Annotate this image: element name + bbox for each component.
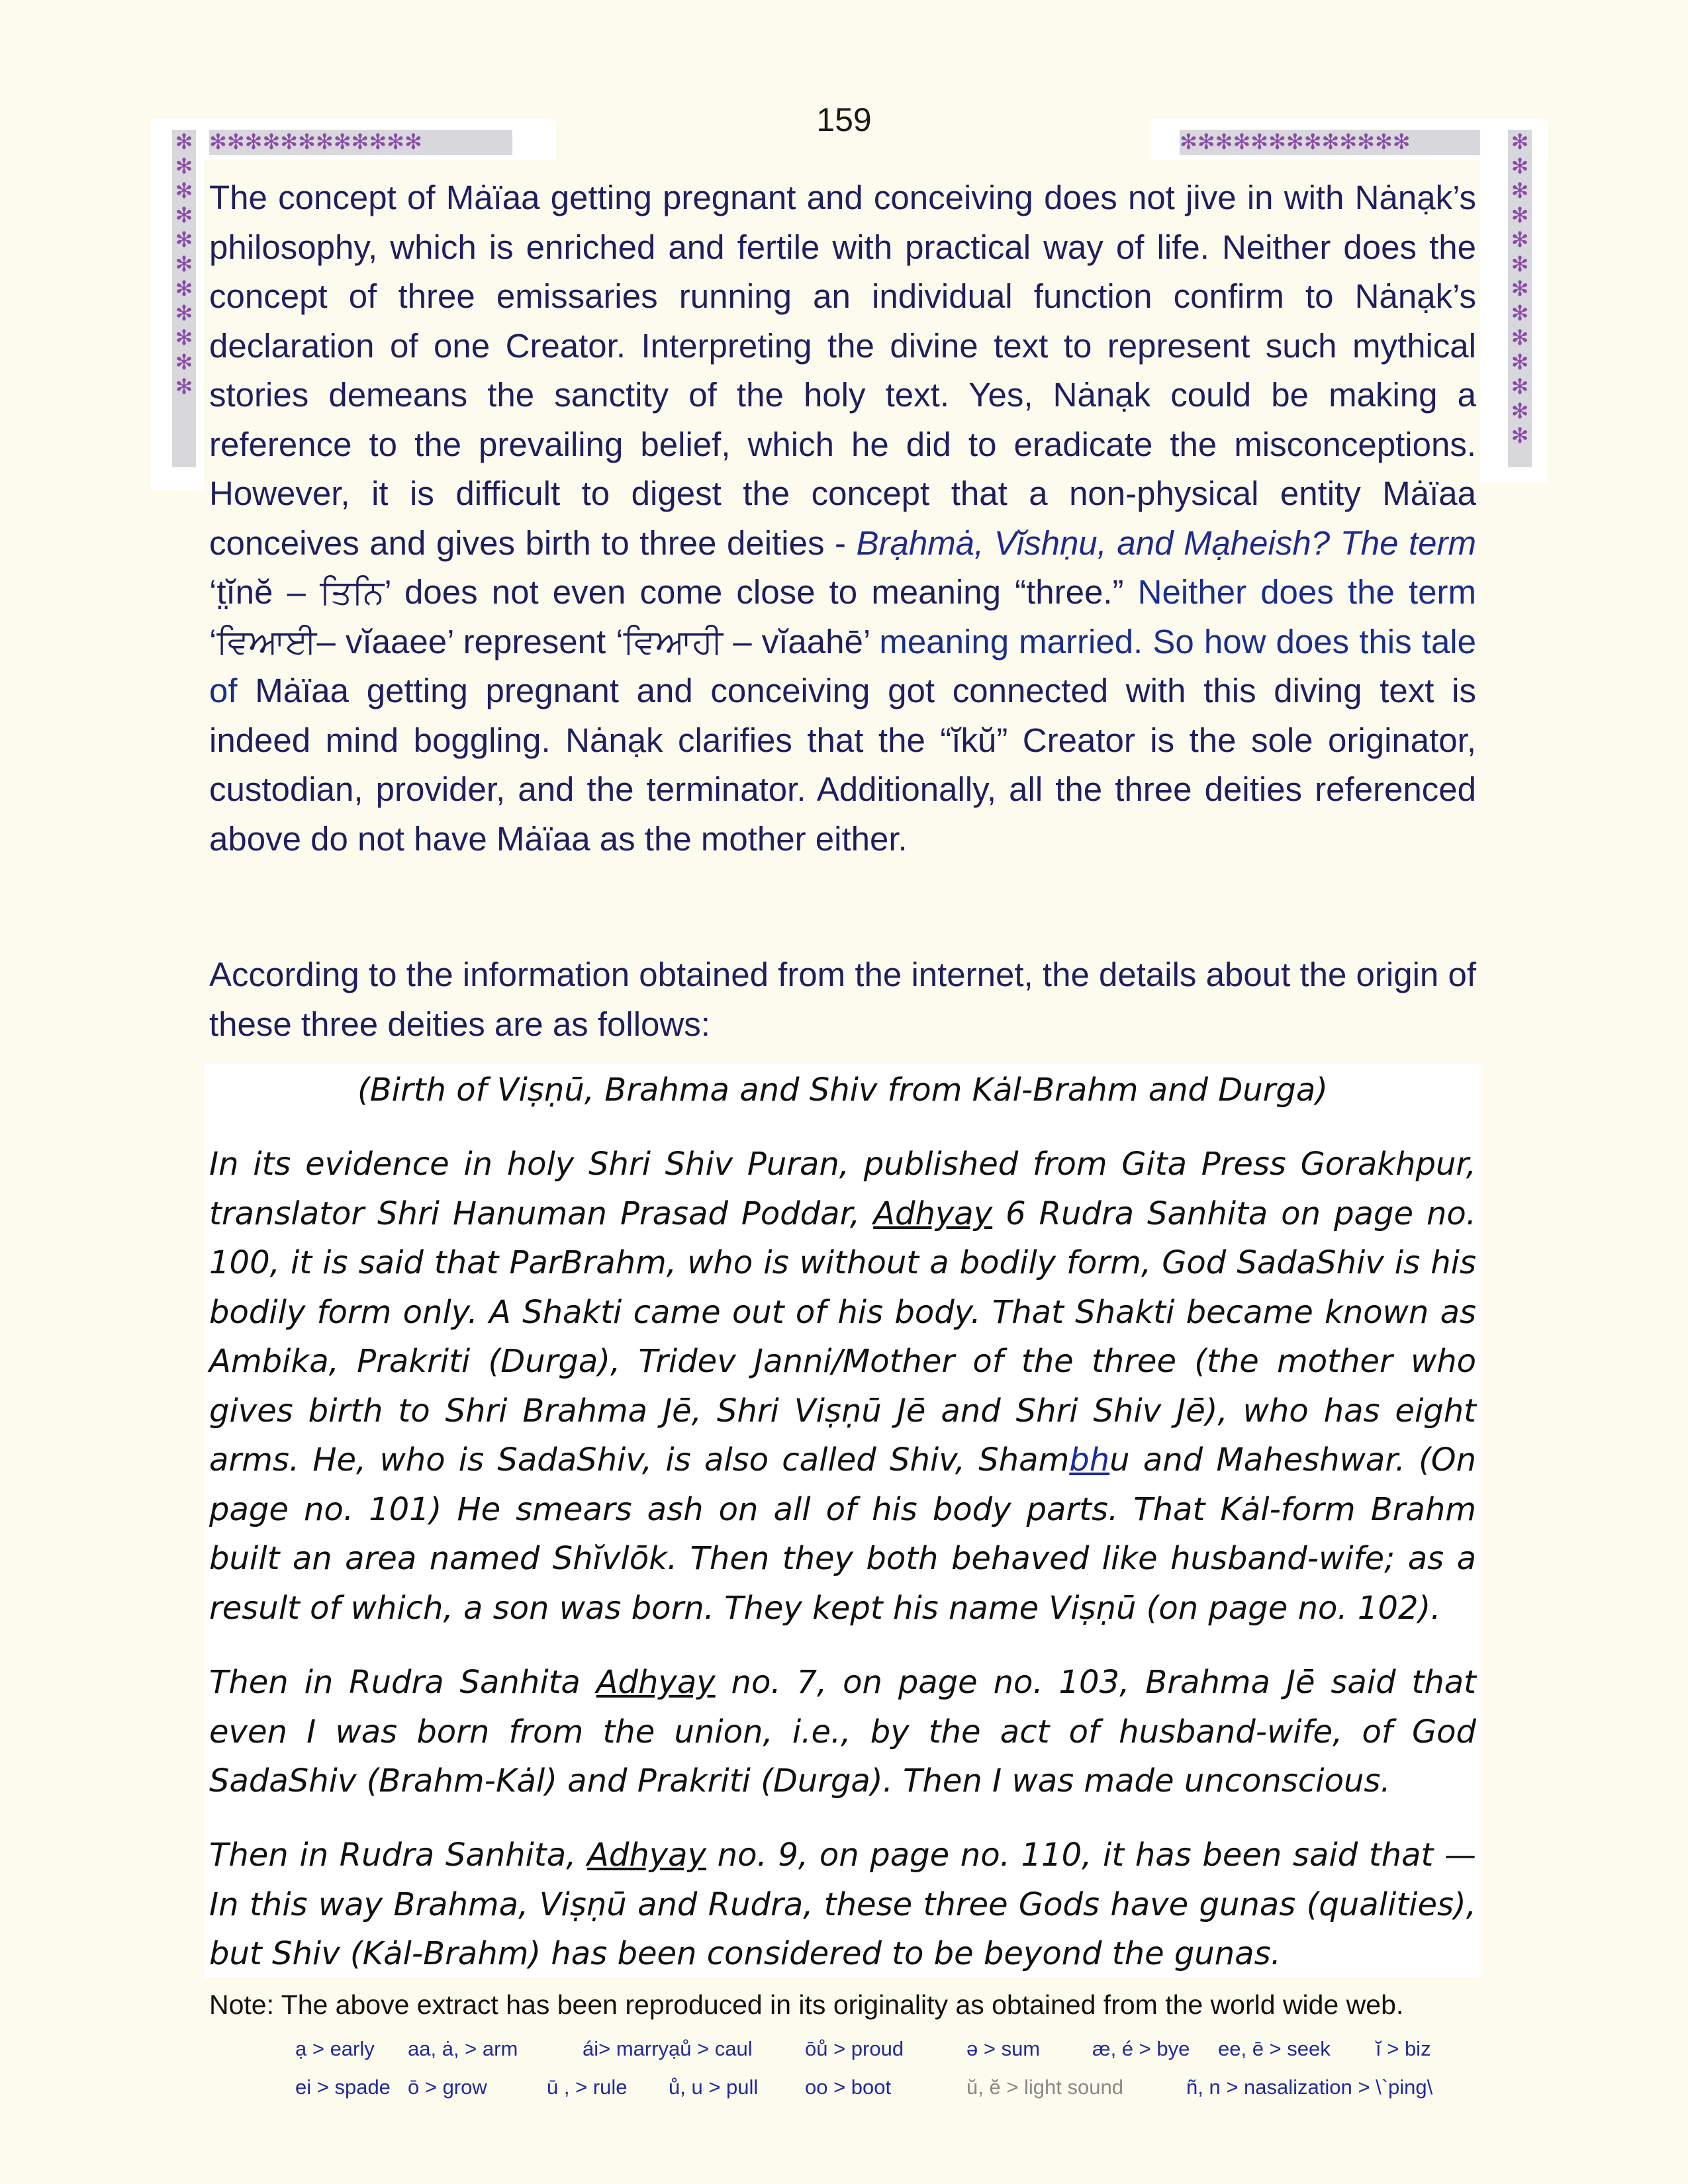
border-top-left: ✻✻✻✻✻✻✻✻✻✻✻✻ — [209, 130, 512, 155]
para1-text-e: meaning married. So how does this tale of — [209, 622, 1476, 709]
legend-item: ái> marry — [583, 2037, 669, 2060]
page-number: 159 — [816, 101, 872, 138]
legend-item: ə > sum — [966, 2037, 1041, 2060]
legend-item: ee, ē > seek — [1218, 2037, 1331, 2060]
legend-item: ŭ, ĕ > light sound — [966, 2075, 1123, 2099]
legend-item: ạ > early — [295, 2037, 375, 2060]
quote-p3-c: no. 9, on page no. 110, it has been said that — In this way Brahma, Viṣṇū and Rudra, these three Gods have gunas (qualities), but Shiv (Kȧl-Brahm) has been considered to be beyond the gunas. — [209, 1837, 1477, 1972]
legend-item: ō > grow — [408, 2075, 487, 2099]
legend-item: æ, é > bye — [1092, 2037, 1190, 2060]
quote-paragraph-1 — [209, 1140, 1476, 1633]
legend-item: ñ, n > nasalization > \`ping\ — [1186, 2075, 1433, 2099]
quote-p3-adhyay: Adhyay — [587, 1837, 706, 1874]
quote-p1-c: 6 Rudra Sanhita on page no. 100, it is said that ParBrahm, who is without a bodily form, God SadaShiv is his bodily form only. A Shakti came out of his body. That Shakti became known as Ambika, Prakriti (Durga), Tridev Janni/Mother of the three (the mother who gives birth to Shri Brahma Jē, Shri Viṣṇū Jē and Shri Shiv Jē), who has eight arms. He, who is SadaShiv, is also called Shiv, Sham — [209, 1195, 1477, 1479]
para1-text-c: Neither does the term — [1137, 573, 1476, 611]
legend-item: oo > boot — [805, 2075, 892, 2099]
quote-p1-bh: bh — [1069, 1441, 1110, 1479]
legend-item: ů, u > pull — [669, 2075, 759, 2099]
legend-item: ei > spade — [295, 2075, 391, 2099]
legend-item: ạů > caul — [669, 2037, 753, 2060]
legend-item: ĭ > biz — [1376, 2037, 1431, 2060]
source-note: Note: The above extract has been reproduced in its originality as obtained from the world wide web. — [209, 1989, 1404, 2020]
para1-text-f: Mȧïaa getting pregnant and conceiving got connected with this diving text is indeed mind boggling. Nȧnạk clarifies that the “ĭkŭ” Creator is the sole originator, custodian, provider, and the terminator. Additionally, all the three deities referenced above do not have Mȧïaa as the mother either. — [209, 672, 1476, 858]
border-top-right: ✻✻✻✻✻✻✻✻✻✻✻✻✻ — [1180, 130, 1496, 155]
quote-title-text: (Birth of Viṣṇū, Brahma and Shiv from Kȧl-Brahm and Durga) — [357, 1071, 1329, 1109]
para1-text-b: ‘t̤ĭnĕ – ਤਿਨਿ’ does not even come close to meaning “three.” — [209, 573, 1138, 611]
legend-item: aa, ȧ, > arm — [408, 2037, 518, 2060]
quote-paragraph-2 — [209, 1658, 1476, 1806]
quote-p1-a: In its evidence in holy Shri Shiv Puran, published from Gita Press Gorakhpur, translator Shri Hanuman Prasad Poddar, — [209, 1146, 1476, 1232]
legend-item: ōů > proud — [805, 2037, 904, 2060]
body-paragraph-1 — [209, 173, 1476, 864]
body-paragraph-2 — [209, 950, 1476, 1049]
para1-italic-deities: Brạhmȧ, Vĭshṇu, and Mạheish? The term — [856, 523, 1477, 562]
quote-p1-e: u and Maheshwar. (On page no. 101) He smears ash on all of his body parts. That Kȧl-form Brahm built an area named Shĭvlōk. Then they both behaved like husband-wife; as a result of which, a son was born. They kept his name Viṣṇū (on page no. 102). — [209, 1441, 1476, 1627]
para1-text-a: The concept of Mȧïaa getting pregnant and conceiving does not jive in with Nȧnạk’s philosophy, which is enriched and fertile with practical way of life. Neither does the concept of three emissaries running an individual function confirm to Nȧnạk’s declaration of one Creator. Interpreting the divine text to represent such mythical stories demeans the sanctity of the holy text. Yes, Nȧnạk could be making a reference to the prevailing belief, which he did to eradicate the misconceptions. However, it is difficult to digest the concept that a non-physical entity Mȧïaa conceives and gives birth to three deities - — [209, 179, 1476, 562]
legend-item: ū , > rule — [547, 2075, 628, 2099]
quote-p2-a: Then in Rudra Sanhita — [209, 1664, 596, 1701]
quote-p2-adhyay: Adhyay — [596, 1664, 716, 1701]
quote-p3-a: Then in Rudra Sanhita, — [209, 1837, 588, 1874]
quote-p1-adhyay: Adhyay — [873, 1195, 993, 1232]
quote-title — [209, 1066, 1476, 1115]
quote-paragraph-3 — [209, 1831, 1476, 1979]
para2-text: According to the information obtained from the internet, the details about the origin of these three deities are as follows: — [209, 956, 1476, 1043]
quote-p2-c: no. 7, on page no. 103, Brahma Jē said that even I was born from the union, i.e., by the act of husband-wife, of God SadaShiv (Brahm-Kȧl) and Prakriti (Durga). Then I was made unconscious. — [209, 1664, 1477, 1799]
para1-text-d: ‘ਵਿਆਈ– vĭaaee’ represent ‘ਵਿਆਹੀ – vĭaahē’ — [209, 622, 880, 660]
border-left-column: ✻✻✻✻✻✻✻✻✻✻✻ — [172, 130, 196, 467]
border-right-column: ✻✻✻✻✻✻✻✻✻✻✻✻✻ — [1508, 130, 1532, 467]
